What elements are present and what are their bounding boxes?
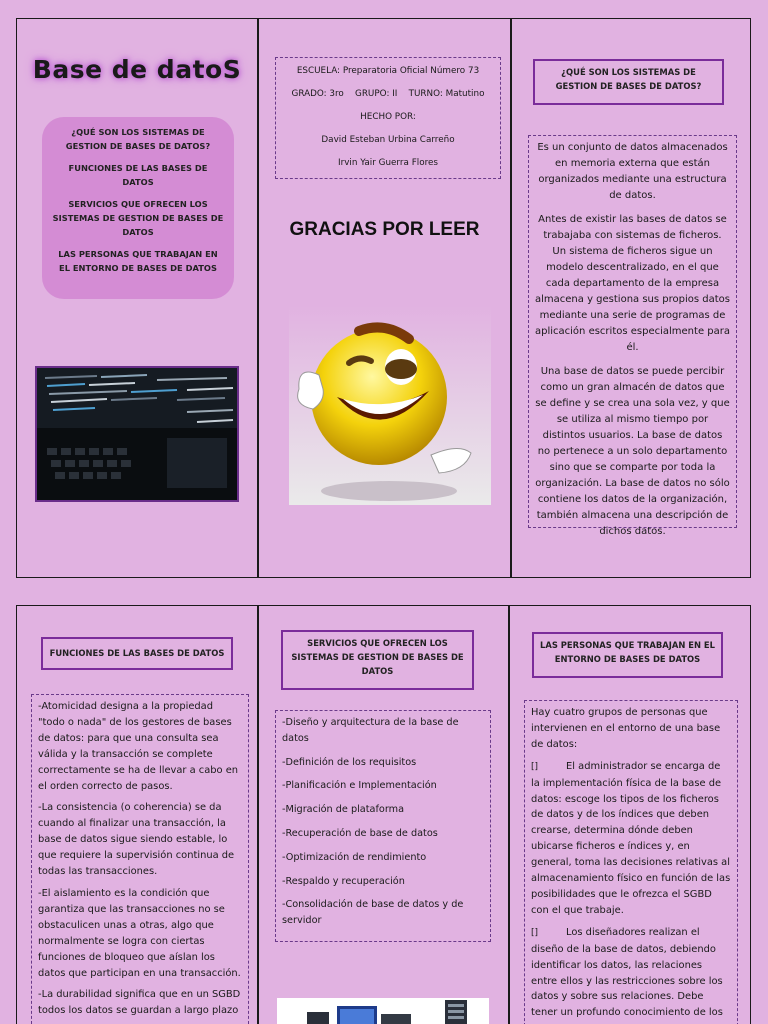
paragraph: -La consistencia (o coherencia) se da cuando al finalizar una transacción, la base de datos sigue siendo estable, lo que requiere la supervisión continua de todas las transacciones. [38, 802, 235, 878]
paragraph [531, 759, 731, 919]
panel-people [509, 605, 751, 1024]
bullet-glyph: [] [531, 927, 539, 938]
contents-item: FUNCIONES DE LAS BASES DE DATOS [68, 163, 208, 187]
school-name: ESCUELA: Preparatoria Oficial Número 73 [296, 66, 480, 76]
author-name: Irvin Yair Guerra Flores [337, 158, 439, 168]
code-screen-image [35, 366, 239, 502]
service-item: -Optimización de rendimiento [282, 851, 427, 863]
section-heading: ¿QUÉ SON LOS SISTEMAS DE GESTION DE BASES DE DATOS? [533, 59, 724, 105]
section-heading: LAS PERSONAS QUE TRABAJAN EN EL ENTORNO DE BASES DE DATOS [532, 632, 723, 678]
service-item: -Definición de los requisitos [282, 756, 417, 768]
panel-cover [16, 18, 258, 578]
section-heading: FUNCIONES DE LAS BASES DE DATOS [41, 637, 233, 670]
made-by-label: HECHO POR: [360, 112, 416, 122]
panel-functions [16, 605, 258, 1024]
school-info-box [275, 57, 501, 179]
section-heading: SERVICIOS QUE OFRECEN LOS SISTEMAS DE GESTION DE BASES DE DATOS [281, 630, 474, 690]
service-item: -Consolidación de base de datos y de servidor [282, 899, 464, 927]
grade-group-shift: GRADO: 3ro GRUPO: II TURNO: Matutino [291, 89, 485, 99]
paragraph: Hay cuatro grupos de personas que intervienen en el entorno de una base de datos: [531, 707, 721, 750]
smiley-image [289, 305, 491, 505]
thanks-heading: GRACIAS POR LEER [289, 219, 480, 240]
functions-text-box [31, 694, 249, 1024]
winking-smiley-illustration [289, 305, 491, 505]
paragraph: -El aislamiento es la condición que garantiza que las transacciones no se obstaculicen unas a otras, algo que normalmente se logra con ciertas funciones de bloqueo que aíslan los datos que participan en una transacción. [38, 887, 241, 979]
author-name: David Esteban Urbina Carreño [321, 135, 455, 145]
paragraph-text: Los diseñadores realizan el diseño de la base de datos, debiendo identificar los datos, las relaciones entre ellos y las restricciones sobre los datos y sobre sus relaciones. Debe tener un profundo conocimiento de los [531, 926, 723, 1019]
contents-item: ¿QUÉ SON LOS SISTEMAS DE GESTION DE BASES DE DATOS? [65, 127, 211, 151]
services-list-box [275, 710, 491, 942]
brochure-title: Base de datoS [32, 55, 242, 84]
contents-menu [42, 117, 234, 299]
panel-credits [258, 18, 511, 578]
service-item: -Respaldo y recuperación [282, 875, 405, 887]
service-item: -Migración de plataforma [282, 804, 405, 816]
paragraph: -La durabilidad significa que en un SGBD todos los datos se guardan a largo plazo [38, 989, 241, 1017]
paragraph: Una base de datos se puede percibir como un gran almacén de datos que se define y se crea una sola vez, y que se utiliza al mismo tiempo por distintos usuarios. La base de datos no pertenece a un solo departamento sino que se comparte por toda la organización. La base de datos no sólo contiene los datos de la organización, también almacena una descripción de dichos datos. [535, 366, 730, 537]
people-text-box [524, 700, 738, 1024]
paragraph: Antes de existir las bases de datos se trabajaba con sistemas de ficheros. Un sistema de ficheros sigue un modelo descentralizado, en el que cada departamento de la empresa almacena y gestiona sus propios datos mediante una serie de programas de aplicación escritos especialmente para él. [535, 214, 730, 353]
paragraph [531, 925, 731, 1021]
laptop-code-illustration [37, 368, 237, 500]
computers-image [277, 998, 489, 1024]
service-item: -Planificación e Implementación [282, 780, 437, 792]
what-is-text-box [528, 135, 737, 537]
bullet-glyph: [] [531, 761, 539, 772]
panel-services [258, 605, 509, 1024]
service-item: -Diseño y arquitectura de la base de datos [282, 717, 459, 744]
service-item: -Recuperación de base de datos [282, 827, 438, 839]
paragraph: -Atomicidad designa a la propiedad "todo o nada" de los gestores de bases de datos: para que una consulta sea válida y la transacción se complete correctamente se ha de llevar a cabo en el orden correcto de pasos. [38, 701, 239, 792]
contents-item: SERVICIOS QUE OFRECEN LOS SISTEMAS DE GESTION DE BASES DE DATOS [52, 199, 224, 237]
paragraph: Es un conjunto de datos almacenados en memoria externa que están organizados mediante una estructura de datos. [537, 142, 728, 201]
computers-illustration [277, 998, 489, 1024]
panel-what-is [511, 18, 751, 578]
paragraph-text: El administrador se encarga de la implementación física de la base de datos: escoge los tipos de los ficheros de datos y de los índices que deben crearse, determina dónde deben ubicarse ficheros e índices y, en general, toma las decisiones relativas al almacenamiento físico en función de las posibilidades que le ofrezca el SGBD con el que trabaje. [531, 760, 731, 916]
contents-item: LAS PERSONAS QUE TRABAJAN EN EL ENTORNO DE BASES DE DATOS [58, 249, 218, 273]
